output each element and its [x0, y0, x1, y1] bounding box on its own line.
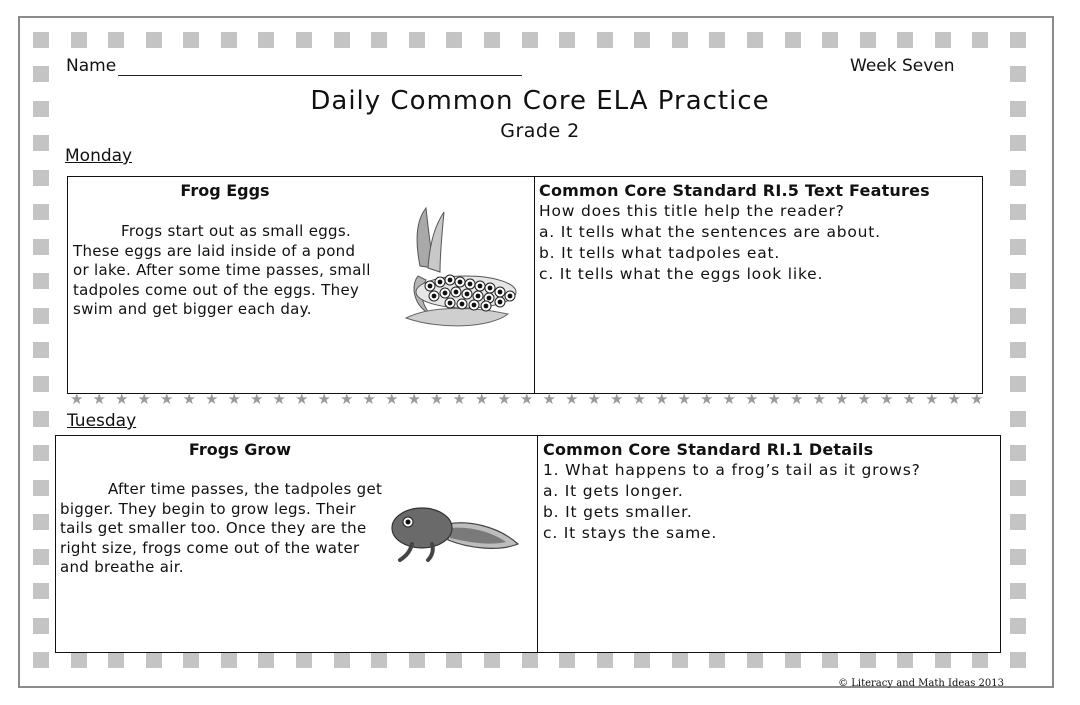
monday-passage	[73, 222, 373, 320]
border-square	[33, 170, 49, 186]
border-square	[446, 32, 462, 48]
border-square	[334, 32, 350, 48]
star-icon: ★	[767, 390, 781, 408]
star-icon: ★	[137, 390, 151, 408]
tuesday-question: 1. What happens to a frog’s tail as it grows?	[543, 461, 921, 479]
border-square	[822, 652, 838, 668]
star-icon: ★	[902, 390, 916, 408]
star-icon: ★	[317, 390, 331, 408]
monday-option-b: b. It tells what tadpoles eat.	[539, 244, 781, 262]
border-square	[522, 652, 538, 668]
star-icon: ★	[677, 390, 691, 408]
tuesday-divider	[537, 435, 538, 653]
border-square	[597, 32, 613, 48]
border-square	[1010, 308, 1026, 324]
border-square	[897, 32, 913, 48]
border-square	[33, 239, 49, 255]
border-square	[1010, 66, 1026, 82]
border-square	[1010, 445, 1026, 461]
border-square	[33, 445, 49, 461]
border-square	[371, 652, 387, 668]
star-divider	[70, 389, 984, 409]
border-square	[446, 652, 462, 668]
border-square	[522, 32, 538, 48]
monday-option-a: a. It tells what the sentences are about.	[539, 223, 881, 241]
star-icon: ★	[925, 390, 939, 408]
page-title: Daily Common Core ELA Practice	[310, 86, 770, 116]
star-icon: ★	[92, 390, 106, 408]
border-square	[935, 652, 951, 668]
border-square	[709, 652, 725, 668]
star-icon: ★	[70, 390, 84, 408]
border-square	[597, 652, 613, 668]
star-icon: ★	[565, 390, 579, 408]
border-square	[33, 652, 49, 668]
border-square	[108, 652, 124, 668]
border-square	[785, 652, 801, 668]
tuesday-passage-text: After time passes, the tadpoles get bigger. They begin to grow legs. Their tails get smaller too. Once they are the right size, frogs come out of the water and breathe air.	[60, 480, 383, 577]
star-icon: ★	[542, 390, 556, 408]
border-square	[972, 652, 988, 668]
star-icon: ★	[115, 390, 129, 408]
border-square	[672, 32, 688, 48]
star-icon: ★	[250, 390, 264, 408]
border-square	[897, 652, 913, 668]
border-square	[108, 32, 124, 48]
border-square	[183, 32, 199, 48]
border-square	[559, 652, 575, 668]
star-icon: ★	[407, 390, 421, 408]
star-icon: ★	[295, 390, 309, 408]
border-square	[409, 652, 425, 668]
border-square	[33, 342, 49, 358]
border-square	[860, 652, 876, 668]
star-icon: ★	[970, 390, 984, 408]
border-square	[972, 32, 988, 48]
border-square	[33, 376, 49, 392]
tuesday-option-c: c. It stays the same.	[543, 524, 718, 542]
border-square	[747, 652, 763, 668]
border-square	[1010, 376, 1026, 392]
border-square	[747, 32, 763, 48]
border-square	[221, 652, 237, 668]
star-icon: ★	[497, 390, 511, 408]
star-icon: ★	[857, 390, 871, 408]
border-square	[1010, 652, 1026, 668]
monday-divider	[534, 176, 535, 394]
border-square	[1010, 514, 1026, 530]
star-icon: ★	[182, 390, 196, 408]
monday-question: How does this title help the reader?	[539, 202, 845, 220]
star-icon: ★	[227, 390, 241, 408]
tadpole-illustration	[388, 500, 520, 568]
border-square	[258, 652, 274, 668]
monday-standard: Common Core Standard RI.5 Text Features	[539, 181, 930, 200]
copyright-text: © Literacy and Math Ideas 2013	[838, 678, 1004, 689]
border-square	[935, 32, 951, 48]
border-square	[33, 66, 49, 82]
border-square	[296, 652, 312, 668]
monday-option-c: c. It tells what the eggs look like.	[539, 265, 824, 283]
border-square	[1010, 583, 1026, 599]
border-square	[371, 32, 387, 48]
tuesday-passage-title: Frogs Grow	[188, 440, 292, 459]
name-write-line	[118, 75, 522, 76]
border-square	[258, 32, 274, 48]
border-square	[1010, 480, 1026, 496]
border-square	[672, 652, 688, 668]
tuesday-option-a: a. It gets longer.	[543, 482, 684, 500]
border-square	[296, 32, 312, 48]
border-square	[822, 32, 838, 48]
border-square	[33, 32, 49, 48]
star-icon: ★	[587, 390, 601, 408]
border-square	[1010, 273, 1026, 289]
star-icon: ★	[430, 390, 444, 408]
monday-label: Monday	[65, 146, 133, 166]
monday-passage-text: Frogs start out as small eggs. These eggs are laid inside of a pond or lake. After some time passes, small tadpoles come out of the eggs. They swim and get bigger each day.	[73, 222, 371, 319]
star-icon: ★	[880, 390, 894, 408]
star-icon: ★	[947, 390, 961, 408]
border-square	[221, 32, 237, 48]
star-icon: ★	[722, 390, 736, 408]
star-icon: ★	[835, 390, 849, 408]
border-square	[634, 652, 650, 668]
border-square	[33, 583, 49, 599]
border-square	[559, 32, 575, 48]
frog-eggs-illustration	[400, 206, 530, 336]
border-square	[484, 32, 500, 48]
grade-label: Grade 2	[500, 120, 580, 142]
border-square	[146, 652, 162, 668]
star-icon: ★	[700, 390, 714, 408]
border-square	[33, 618, 49, 634]
border-square	[785, 32, 801, 48]
star-icon: ★	[205, 390, 219, 408]
star-icon: ★	[610, 390, 624, 408]
star-icon: ★	[520, 390, 534, 408]
border-square	[1010, 32, 1026, 48]
star-icon: ★	[475, 390, 489, 408]
star-icon: ★	[385, 390, 399, 408]
border-square	[146, 32, 162, 48]
border-square	[1010, 204, 1026, 220]
border-square	[183, 652, 199, 668]
star-icon: ★	[632, 390, 646, 408]
monday-passage-title: Frog Eggs	[180, 181, 270, 200]
border-square	[709, 32, 725, 48]
star-icon: ★	[160, 390, 174, 408]
border-square	[1010, 549, 1026, 565]
border-square	[1010, 170, 1026, 186]
border-square	[33, 308, 49, 324]
tuesday-option-b: b. It gets smaller.	[543, 503, 693, 521]
star-icon: ★	[812, 390, 826, 408]
border-square	[33, 273, 49, 289]
star-icon: ★	[362, 390, 376, 408]
border-square	[860, 32, 876, 48]
tuesday-label: Tuesday	[67, 411, 137, 431]
border-square	[484, 652, 500, 668]
star-icon: ★	[655, 390, 669, 408]
border-square	[1010, 239, 1026, 255]
border-square	[33, 204, 49, 220]
border-square	[33, 514, 49, 530]
border-square	[33, 549, 49, 565]
border-square	[1010, 411, 1026, 427]
border-square	[33, 411, 49, 427]
tuesday-passage	[60, 480, 390, 578]
border-square	[1010, 618, 1026, 634]
star-icon: ★	[272, 390, 286, 408]
border-square	[71, 652, 87, 668]
border-square	[1010, 342, 1026, 358]
week-label: Week Seven	[850, 56, 955, 76]
border-square	[71, 32, 87, 48]
border-square	[409, 32, 425, 48]
star-icon: ★	[452, 390, 466, 408]
border-square	[33, 480, 49, 496]
tuesday-standard: Common Core Standard RI.1 Details	[543, 440, 874, 459]
border-square	[634, 32, 650, 48]
border-square	[334, 652, 350, 668]
star-icon: ★	[340, 390, 354, 408]
name-label: Name	[66, 56, 117, 76]
star-icon: ★	[745, 390, 759, 408]
star-icon: ★	[790, 390, 804, 408]
